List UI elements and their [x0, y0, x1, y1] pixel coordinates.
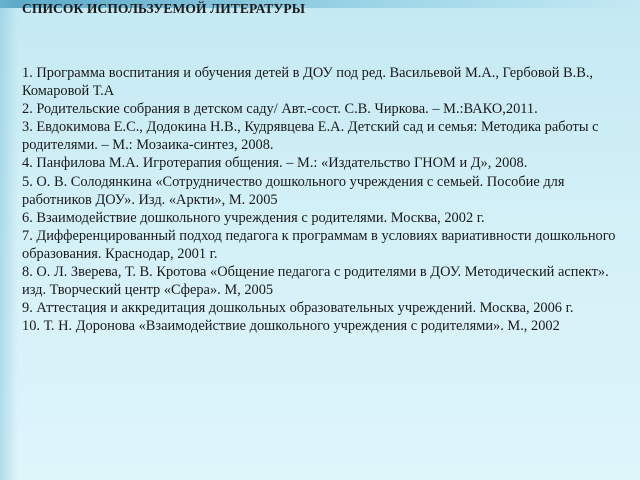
- slide-title: СПИСОК ИСПОЛЬЗУЕМОЙ ЛИТЕРАТУРЫ: [22, 1, 306, 16]
- reference-list: [22, 64, 628, 335]
- reference-item: 5. О. В. Солодянкина «Сотрудничество дошкольного учреждения с семьей. Пособие для работников ДОУ». Изд. «Аркти», М. 2005: [22, 173, 565, 208]
- slide-left-shade: [0, 0, 18, 480]
- reference-item: 6. Взаимодействие дошкольного учреждения с родителями. Москва, 2002 г.: [22, 209, 485, 226]
- reference-item: 3. Евдокимова Е.С., Додокина Н.В., Кудрявцева Е.А. Детский сад и семья: Методика работы с родителями. – М.: Мозаика-синтез, 2008.: [22, 119, 599, 154]
- reference-item: 4. Панфилова М.А. Игротерапия общения. – М.: «Издательство ГНОМ и Д», 2008.: [22, 155, 528, 172]
- reference-item: 2. Родительские собрания в детском саду/ Авт.-сост. С.В. Чиркова. – М.:ВАКО,2011.: [22, 101, 538, 118]
- reference-item: 1. Программа воспитания и обучения детей в ДОУ под ред. Васильевой М.А., Гербовой В.В., Комаровой Т.А: [22, 65, 594, 100]
- reference-item: 8. О. Л. Зверева, Т. В. Кротова «Общение педагога с родителями в ДОУ. Методический аспект». изд. Творческий центр «Сфера». М, 2005: [22, 264, 609, 299]
- reference-item: 9. Аттестация и аккредитация дошкольных образовательных учреждений. Москва, 2006 г.: [22, 300, 574, 317]
- reference-item: 7. Дифференцированный подход педагога к программам в условиях вариативности дошкольного образования. Краснодар, 2001 г.: [22, 227, 616, 262]
- reference-item: 10. Т. Н. Доронова «Взаимодействие дошкольного учреждения с родителями». М., 2002: [22, 318, 560, 335]
